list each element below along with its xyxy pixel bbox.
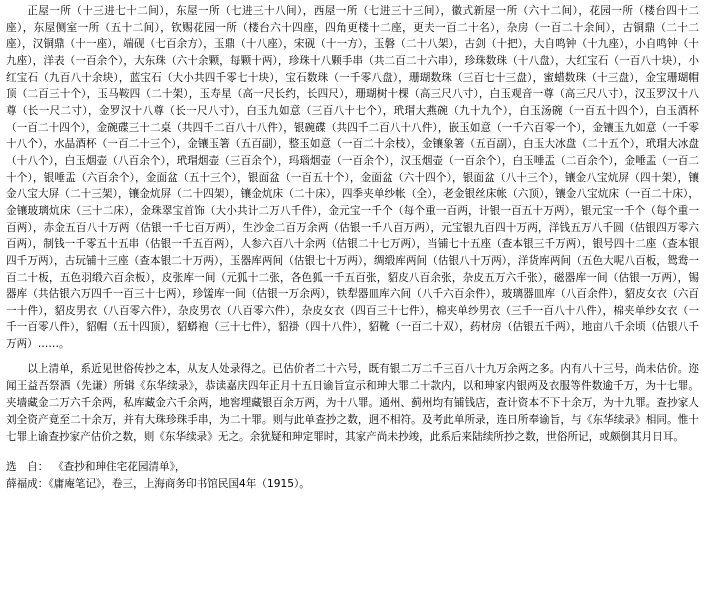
confiscation-inventory: 正屋一所（十三进七十二间），东屋一所（七进三十八间），西屋一所（七进三十三间），徽式新屋一所（六十二间），花园一所（楼台四十二座），东屋侧室一所（五十二间），钦赐花园一所（楼台六十四座，四角更楼十二座，更夫一百二十名），杂房（一百二十余间），古铜鼎（二十二座），汉铜鼎（十一座），端砚（七百余方），玉鼎（十八座），宋砚（十一方），玉磐（二十八架），古剑（十把），大自鸣钟（十九座），小自鸣钟（十九座），洋表（一百余个），大东珠（六十余颗，每颗十两），珍珠十八颗手串（共二百二十六串），珍珠数珠（十八盘），大红宝石（一百八十块），小红宝石（九百八十余块），蓝宝石（大小共四千零七十块），宝石数珠（一千零八盘），珊瑚数珠（三百七十三盘），蜜蜡数珠（十三盘），金宝珊瑚帽顶（二百三十个），玉马鞍四（二十架），玉寿星（高一尺长约，长四尺），珊瑚树十棵（高三尺八寸），白玉观音一尊（高三尺八寸），汉玉罗汉十八尊（长一尺二寸），金罗汉十八尊（长一尺八寸），白玉九如意（三百八十七个），玳瑁大燕碗（九十九个），白玉汤碗（一百五十四个），白玉酒杯（一百二十四个），金碗碟三十二桌（共四千二百八十八件），银碗碟（共四千二百八十八件），嵌玉如意（一千六百零一个），金镶玉九如意（一千零十八个），水晶酒杯（一百二十三个），金镶玉箸（五百副），整玉如意（一百二十余枝），金镶象箸（五百副），白玉大冰盘（二十五个），玳瑁大冰盘（十八个），白玉烟壶（八百余个），玳瑁烟壶（三百余个），玛瑙烟壶（一百余个），汉玉烟壶（一百余个），白玉唾盂（二百余个），金唾盂（一百二十个），银唾盂（六百余个），金面盆（五十三个），银面盆（一百五十个），金面盆（六十四个），银面盆（八十三个），镶金八宝炕屏（四十架），镶金八宝大屏（二十三架），镶金炕屏（二十四架），镶金炕床（二十床），四季夹单纱帐（全），老金银丝床帐（六顶），镶金八宝炕床（一百二十床），金镶玻璃炕床（三十二床），金珠翠宝首饰（大小共计二万八千件），金元宝一千个（每个重一百两，计银一百五十万两），银元宝一千个（每个重一百两），赤金五百八十万两（估银一千七百万两），生沙金二百万余两（估银一千八百万两），元宝银九百四十万两，洋钱五万八千圆（估银四万零六百两），制钱一千零五十五串（估银一千五百两），人参六百八十余两（估银二十七万两），当铺七十五座（查本银三千万两），银号四十二座（查本银四千万两），古玩铺十三座（查本银二十万两），玉器库两间（估银七十万两），绸缎库两间（估银八十万两），洋货库两间（五色大呢八百板，鸳鸯一百二十板，五色羽缎六百余板），皮张库一间（元狐十二张，各色狐一千五百张，貂皮八百余张，杂皮五万六千张），磁器库一间（估银一万两），锡器库（共估银六万四千一百三十七两），珍馐库一间（估银一万余两），铁犁器皿库六间（八千六百余件），玻璃器皿库（八百余件），貂皮女衣（六百一十件），貂皮男衣（八百零六件），杂皮男衣（八百零六件），杂皮女衣（四百三十七件），棉夹单纱男衣（三千一百八十八件），棉夹单纱女衣（一千一百零八件），貂帽（五十四顶），貂蟒袍（三十七件），貂褂（四十八件），貂靴（一百二十双），药材房（估银五千两），地亩八千余顷（估银八千万两）……。 (6, 5, 699, 351)
source-citation (6, 459, 699, 494)
source-title: 《查抄和珅住宅花园清单》， (58, 460, 186, 473)
commentary-paragraph: 以上清单，系近见世俗传抄之本，从友人处录得之。已估价者二十六号，既有银二万二千三百八十九万余两之多。内有八十三号，尚未估价。迩闻王益吾祭酒（先谦）所辑《东华续录》，恭读嘉庆四年正月十五日谕旨宣示和珅大罪二十款内，以和珅家内银两及衣服等件数逾千万，为十七罪。夹墙藏金二万六千余两，私库藏金六千余两，地窖埋藏银百余万两，为十八罪。通州、蓟州均有铺钱店，查计资本不下十余万，为十九罪。查抄家人刘全资产竟至二十余万，并有大珠珍珠手串，为二十罪。则与此单查抄之数，迥不相符。及考此单所录，连日所奉谕旨，与《东华续录》相同。惟十七罪上谕查抄家产估价之数，则《东华续录》无之。余犹疑和珅定罪时，其家产尚未抄竣，此系后来陆续所抄之数，世俗所记，或颇倒其月日耳。 (6, 362, 699, 443)
source-line-1 (6, 459, 699, 477)
source-tag: 选 自： (6, 460, 49, 473)
source-line-2: 薛福成：《庸庵笔记》，卷三，上海商务印书馆民国4年（1915）。 (6, 478, 310, 491)
